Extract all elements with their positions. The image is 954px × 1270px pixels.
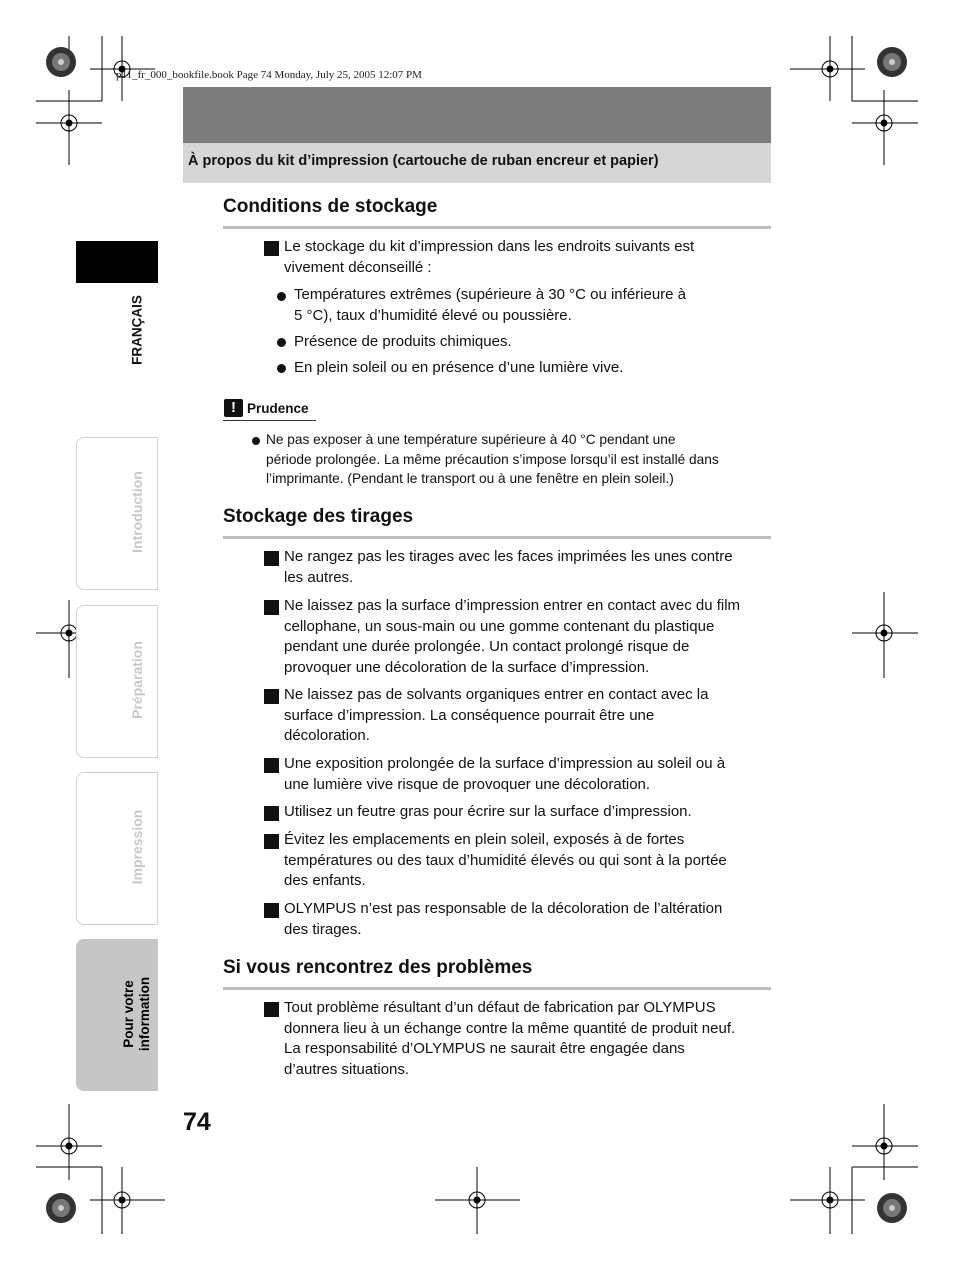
text-line: une lumière vive risque de provoquer une décoloration. xyxy=(284,775,651,793)
square-bullet xyxy=(264,1002,279,1017)
square-bullet xyxy=(264,806,279,821)
text-line: d’autres situations. xyxy=(284,1060,410,1078)
subtitle-bar xyxy=(183,143,771,183)
caution-label: Prudence xyxy=(247,401,309,416)
section-title-problems: Si vous rencontrez des problèmes xyxy=(223,957,533,978)
round-bullet xyxy=(277,364,286,373)
section-rule xyxy=(223,226,771,229)
prints-item xyxy=(284,547,774,588)
prints-item xyxy=(284,754,774,795)
square-bullet xyxy=(264,903,279,918)
text-line: Ne pas exposer à une température supérieure à 40 °C pendant une xyxy=(266,432,676,447)
print-info-line: p11_fr_000_bookfile.book Page 74 Monday, July 25, 2005 12:07 PM xyxy=(116,69,422,81)
text-line: cellophane, un sous-main ou une gomme contenant du plastique xyxy=(284,617,715,635)
tab-introduction[interactable] xyxy=(76,437,158,590)
caution-underline xyxy=(223,420,316,421)
text-line: provoquer une décoloration de la surface d’impression. xyxy=(284,658,650,676)
language-tab-marker xyxy=(76,241,158,283)
prints-item xyxy=(284,899,774,940)
storage-item xyxy=(284,237,774,278)
text-line: donnera lieu à un échange contre la même quantité de produit neuf. xyxy=(284,1019,736,1037)
round-bullet xyxy=(277,338,286,347)
text-line: Ne laissez pas de solvants organiques entrer en contact avec la xyxy=(284,686,709,703)
text-line: Évitez les emplacements en plein soleil, exposés à de fortes xyxy=(284,831,685,848)
text-line: les autres. xyxy=(284,568,354,586)
tab-preparation[interactable] xyxy=(76,605,158,758)
text-line: 5 °C), taux d’humidité élevé ou poussière. xyxy=(294,306,572,324)
problems-item xyxy=(284,998,774,1080)
text-line: pendant une durée prolongée. Un contact prolongé risque de xyxy=(284,638,690,655)
text-line: vivement déconseillé : xyxy=(284,258,432,276)
text-line: période prolongée. La même précaution s’impose lorsqu’il est installé dans xyxy=(266,451,719,467)
text-line: surface d’impression. La conséquence pourrait être une xyxy=(284,706,655,724)
text-line: des tirages. xyxy=(284,920,362,938)
tab-impression[interactable] xyxy=(76,772,158,925)
section-rule xyxy=(223,987,771,990)
caution-icon: ! xyxy=(224,399,243,417)
round-bullet xyxy=(252,437,260,445)
prints-item xyxy=(284,596,774,678)
section-rule xyxy=(223,536,771,539)
square-bullet xyxy=(264,758,279,773)
text-line: l’imprimante. (Pendant le transport ou à une fenêtre en plein soleil.) xyxy=(266,471,674,486)
page-subtitle: À propos du kit d’impression (cartouche de ruban encreur et papier) xyxy=(188,153,659,169)
text-line: Températures extrêmes (supérieure à 30 °C ou inférieure à xyxy=(294,286,687,303)
tab-preparation-label: Préparation xyxy=(129,641,145,719)
square-bullet xyxy=(264,551,279,566)
tab-active-label xyxy=(121,977,153,1051)
text-line: La responsabilité d’OLYMPUS ne saurait être engagée dans xyxy=(284,1040,685,1057)
square-bullet xyxy=(264,689,279,704)
text-line: Pour votre xyxy=(121,980,136,1048)
caution-text xyxy=(266,430,774,489)
square-bullet xyxy=(264,834,279,849)
text-line: Tout problème résultant d’un défaut de fabrication par OLYMPUS xyxy=(284,999,716,1016)
text-line: des enfants. xyxy=(284,872,366,889)
text-line: Ne rangez pas les tirages avec les faces imprimées les unes contre xyxy=(284,548,733,565)
text-line: information xyxy=(137,976,152,1052)
text-line: Utilisez un feutre gras pour écrire sur la surface d’impression. xyxy=(284,803,692,820)
square-bullet xyxy=(264,241,279,256)
round-bullet xyxy=(277,292,286,301)
text-line: En plein soleil ou en présence d’une lumière vive. xyxy=(294,359,624,376)
storage-bullet xyxy=(294,285,734,326)
text-line: Ne laissez pas la surface d’impression entrer en contact avec du film xyxy=(284,597,741,614)
prints-item xyxy=(284,830,774,892)
text-line: décoloration. xyxy=(284,727,370,744)
tab-introduction-label: Introduction xyxy=(129,471,145,553)
prints-item xyxy=(284,802,774,823)
text-line: Présence de produits chimiques. xyxy=(294,333,512,350)
storage-bullet xyxy=(294,332,734,353)
text-line: OLYMPUS n’est pas responsable de la décoloration de l’altération xyxy=(284,900,723,917)
prints-item xyxy=(284,685,774,747)
storage-bullet xyxy=(294,358,734,379)
text-line: Le stockage du kit d’impression dans les endroits suivants est xyxy=(284,238,695,255)
header-bar xyxy=(183,87,771,143)
tab-impression-label: Impression xyxy=(129,809,145,885)
section-title-prints: Stockage des tirages xyxy=(223,506,414,527)
square-bullet xyxy=(264,600,279,615)
section-title-storage: Conditions de stockage xyxy=(223,196,438,217)
language-label: FRANÇAIS xyxy=(129,295,145,365)
text-line: Une exposition prolongée de la surface d’impression au soleil ou à xyxy=(284,755,726,772)
page-number: 74 xyxy=(183,1108,211,1136)
text-line: températures ou des taux d’humidité élevés ou qui sont à la portée xyxy=(284,851,727,869)
